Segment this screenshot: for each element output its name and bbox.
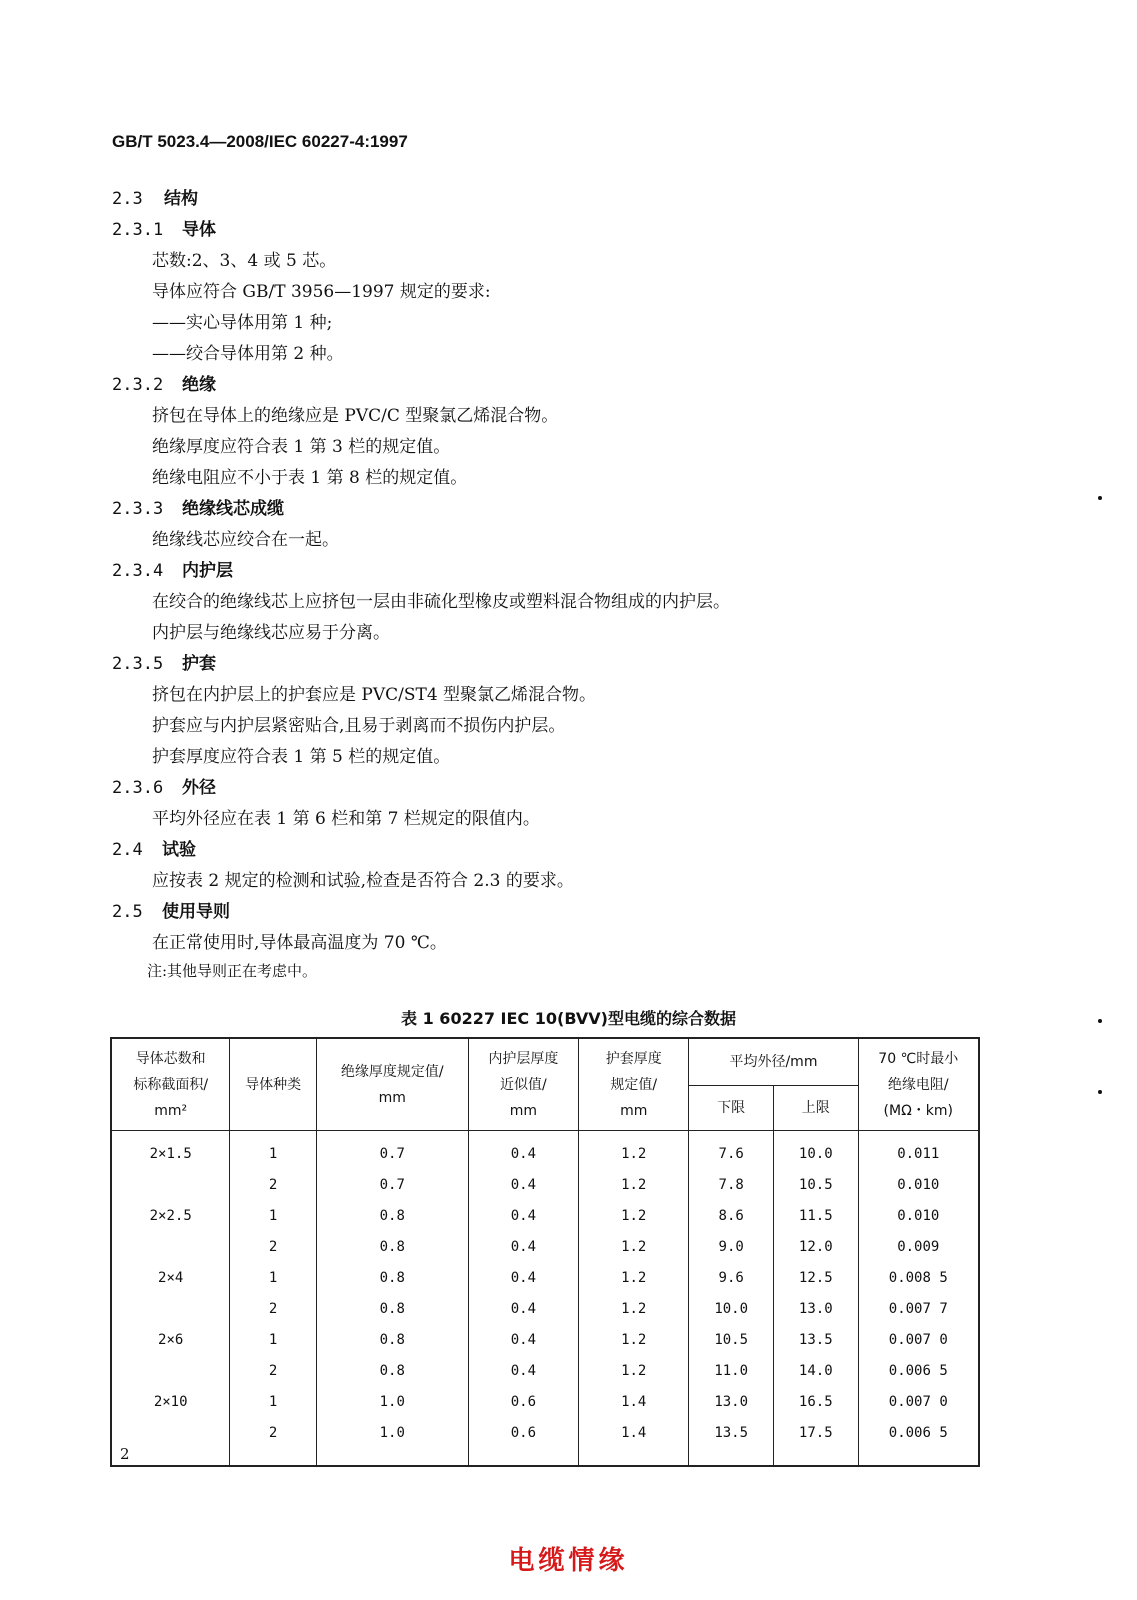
table-cell: 1.2 bbox=[579, 1324, 689, 1355]
table-cell: 0.010 bbox=[858, 1200, 979, 1231]
table-cell: 1.2 bbox=[579, 1200, 689, 1231]
section-title: 绝缘 bbox=[182, 375, 216, 395]
table-cell: 1.0 bbox=[316, 1417, 468, 1466]
table-cell: 10.0 bbox=[689, 1293, 774, 1324]
paragraph: 护套厚度应符合表 1 第 5 栏的规定值。 bbox=[152, 747, 451, 767]
header-line: 内护层厚度 bbox=[488, 1050, 559, 1067]
paragraph: 在绞合的绝缘线芯上应挤包一层由非硫化型橡皮或塑料混合物组成的内护层。 bbox=[152, 592, 730, 612]
table-cell: 1 bbox=[230, 1324, 316, 1355]
col-header-outer-diameter: 平均外径/mm bbox=[689, 1038, 858, 1086]
section-2-3-4-heading bbox=[112, 556, 233, 581]
table-cell bbox=[111, 1293, 230, 1324]
table-cell bbox=[111, 1231, 230, 1262]
table-cell: 1.2 bbox=[579, 1355, 689, 1386]
table-cell: 2 bbox=[230, 1355, 316, 1386]
table-cell: 0.6 bbox=[468, 1417, 578, 1466]
header-line: 导体芯数和 bbox=[135, 1050, 206, 1067]
table-cell: 2×6 bbox=[111, 1324, 230, 1355]
table-cell: 13.5 bbox=[689, 1417, 774, 1466]
col-header-conductor-class: 导体种类 bbox=[230, 1038, 316, 1131]
table-cell: 1.0 bbox=[316, 1386, 468, 1417]
table-cell: 0.4 bbox=[468, 1200, 578, 1231]
table-cell: 2 bbox=[230, 1169, 316, 1200]
list-item: ——绞合导体用第 2 种。 bbox=[152, 344, 344, 364]
table-cell: 0.4 bbox=[468, 1262, 578, 1293]
table-cell: 2 bbox=[230, 1231, 316, 1262]
section-2-3-1-heading bbox=[112, 215, 216, 240]
table-cell: 0.8 bbox=[316, 1324, 468, 1355]
table-cell: 1.4 bbox=[579, 1386, 689, 1417]
table-cell: 0.6 bbox=[468, 1386, 578, 1417]
table-cell: 9.0 bbox=[689, 1231, 774, 1262]
section-2-4-heading bbox=[112, 835, 196, 860]
table-cell: 1.4 bbox=[579, 1417, 689, 1466]
table-row bbox=[111, 1200, 979, 1231]
table-row bbox=[111, 1231, 979, 1262]
section-number: 2.4 bbox=[112, 840, 143, 860]
table-cell: 10.5 bbox=[773, 1169, 858, 1200]
table-cell: 0.4 bbox=[468, 1131, 578, 1170]
table-row bbox=[111, 1169, 979, 1200]
section-number: 2.5 bbox=[112, 902, 143, 922]
table-cell: 0.4 bbox=[468, 1293, 578, 1324]
section-2-3-2-heading bbox=[112, 370, 216, 395]
section-2-5-heading bbox=[112, 897, 230, 922]
header-line: mm² bbox=[154, 1102, 188, 1119]
section-number: 2.3.2 bbox=[112, 375, 164, 395]
section-2-3-6-heading bbox=[112, 773, 216, 798]
header-line: mm bbox=[509, 1102, 538, 1119]
table-cell: 1 bbox=[230, 1200, 316, 1231]
paragraph: 内护层与绝缘线芯应易于分离。 bbox=[152, 623, 390, 643]
table-cell: 16.5 bbox=[773, 1386, 858, 1417]
section-number: 2.3 bbox=[112, 189, 143, 209]
table-row bbox=[111, 1386, 979, 1417]
cable-data-table bbox=[110, 1037, 980, 1467]
table-cell: 8.6 bbox=[689, 1200, 774, 1231]
paragraph: 芯数:2、3、4 或 5 芯。 bbox=[152, 251, 337, 271]
table-cell: 2 bbox=[230, 1417, 316, 1466]
header-line: 绝缘厚度规定值/ bbox=[340, 1063, 444, 1080]
table-row bbox=[111, 1324, 979, 1355]
table-cell: 1.2 bbox=[579, 1169, 689, 1200]
paragraph: 导体应符合 GB/T 3956—1997 规定的要求: bbox=[152, 282, 491, 302]
table-cell bbox=[111, 1355, 230, 1386]
header-line: 70 ℃时最小 bbox=[878, 1050, 959, 1067]
scan-speck bbox=[1098, 1019, 1102, 1023]
table-caption: 表 1 60227 IEC 10(BVV)型电缆的综合数据 bbox=[401, 1009, 736, 1028]
header-line: 护套厚度 bbox=[605, 1050, 662, 1067]
paragraph: 绝缘电阻应不小于表 1 第 8 栏的规定值。 bbox=[152, 468, 468, 488]
table-cell: 0.008 5 bbox=[858, 1262, 979, 1293]
table-cell: 11.5 bbox=[773, 1200, 858, 1231]
header-line: 规定值/ bbox=[610, 1076, 658, 1093]
paragraph: 绝缘线芯应绞合在一起。 bbox=[152, 530, 339, 550]
header-line: mm bbox=[620, 1102, 648, 1119]
table-row bbox=[111, 1131, 979, 1170]
section-number: 2.3.6 bbox=[112, 778, 164, 798]
col-header-inner-covering bbox=[468, 1038, 578, 1131]
scan-speck bbox=[1098, 1090, 1102, 1094]
section-number: 2.3.4 bbox=[112, 561, 164, 581]
paragraph: 挤包在导体上的绝缘应是 PVC/C 型聚氯乙烯混合物。 bbox=[152, 406, 559, 426]
table-row bbox=[111, 1417, 979, 1466]
note: 注:其他导则正在考虑中。 bbox=[147, 962, 318, 980]
section-title: 护套 bbox=[182, 654, 216, 674]
section-title: 使用导则 bbox=[162, 902, 230, 922]
section-number: 2.3.5 bbox=[112, 654, 164, 674]
header-line: (MΩ・km) bbox=[883, 1102, 953, 1119]
table-cell: 11.0 bbox=[689, 1355, 774, 1386]
table-row bbox=[111, 1355, 979, 1386]
standard-code: GB/T 5023.4—2008/IEC 60227-4:1997 bbox=[112, 132, 408, 151]
section-title: 导体 bbox=[182, 220, 216, 240]
table-cell: 2×10 bbox=[111, 1386, 230, 1417]
scan-speck bbox=[1098, 496, 1102, 500]
table-cell: 2 bbox=[230, 1293, 316, 1324]
col-header-upper-limit: 上限 bbox=[773, 1086, 858, 1131]
paragraph: 挤包在内护层上的护套应是 PVC/ST4 型聚氯乙烯混合物。 bbox=[152, 685, 597, 705]
table-cell bbox=[111, 1169, 230, 1200]
table-cell: 0.007 0 bbox=[858, 1386, 979, 1417]
paragraph: 护套应与内护层紧密贴合,且易于剥离而不损伤内护层。 bbox=[152, 716, 566, 736]
table-row bbox=[111, 1293, 979, 1324]
paragraph: 应按表 2 规定的检测和试验,检查是否符合 2.3 的要求。 bbox=[152, 871, 574, 891]
section-2-3-3-heading bbox=[112, 494, 284, 519]
section-number: 2.3.3 bbox=[112, 499, 164, 519]
table-cell: 10.5 bbox=[689, 1324, 774, 1355]
header-line: 近似值/ bbox=[500, 1076, 547, 1093]
table-cell: 14.0 bbox=[773, 1355, 858, 1386]
section-title: 内护层 bbox=[182, 561, 233, 581]
section-2-3-heading bbox=[112, 184, 198, 209]
table-cell: 9.6 bbox=[689, 1262, 774, 1293]
table-cell: 12.5 bbox=[773, 1262, 858, 1293]
section-2-3-5-heading bbox=[112, 649, 216, 674]
table-cell: 17.5 bbox=[773, 1417, 858, 1466]
page-number: 2 bbox=[120, 1445, 130, 1463]
section-number: 2.3.1 bbox=[112, 220, 164, 240]
table-cell: 0.006 5 bbox=[858, 1355, 979, 1386]
table-cell: 0.7 bbox=[316, 1131, 468, 1170]
table-cell: 0.8 bbox=[316, 1293, 468, 1324]
table-cell: 1.2 bbox=[579, 1131, 689, 1170]
table-cell: 1 bbox=[230, 1386, 316, 1417]
section-title: 外径 bbox=[182, 778, 216, 798]
table-cell: 0.8 bbox=[316, 1355, 468, 1386]
table-cell: 13.0 bbox=[689, 1386, 774, 1417]
table-cell: 0.8 bbox=[316, 1200, 468, 1231]
table-cell: 0.4 bbox=[468, 1324, 578, 1355]
section-title: 绝缘线芯成缆 bbox=[182, 499, 284, 519]
col-header-insulation-resistance bbox=[858, 1038, 979, 1131]
table-cell: 0.7 bbox=[316, 1169, 468, 1200]
table-cell: 0.010 bbox=[858, 1169, 979, 1200]
table-cell: 0.4 bbox=[468, 1169, 578, 1200]
table-cell: 10.0 bbox=[773, 1131, 858, 1170]
table-cell: 1 bbox=[230, 1262, 316, 1293]
table-cell: 0.006 5 bbox=[858, 1417, 979, 1466]
table-cell: 1.2 bbox=[579, 1293, 689, 1324]
table-cell: 0.8 bbox=[316, 1231, 468, 1262]
table-cell: 0.007 7 bbox=[858, 1293, 979, 1324]
header-line: 绝缘电阻/ bbox=[887, 1076, 949, 1093]
table-cell: 2×2.5 bbox=[111, 1200, 230, 1231]
table-cell: 1.2 bbox=[579, 1231, 689, 1262]
col-header-lower-limit: 下限 bbox=[689, 1086, 774, 1131]
paragraph: 在正常使用时,导体最高温度为 70 ℃。 bbox=[152, 933, 447, 953]
table-cell: 13.0 bbox=[773, 1293, 858, 1324]
paragraph: 平均外径应在表 1 第 6 栏和第 7 栏规定的限值内。 bbox=[152, 809, 540, 829]
table-cell: 0.007 0 bbox=[858, 1324, 979, 1355]
table-cell: 1 bbox=[230, 1131, 316, 1170]
header-line: mm bbox=[378, 1089, 406, 1106]
table-cell: 13.5 bbox=[773, 1324, 858, 1355]
table-cell: 0.009 bbox=[858, 1231, 979, 1262]
section-title: 试验 bbox=[162, 840, 196, 860]
col-header-sheath bbox=[579, 1038, 689, 1131]
table-cell: 12.0 bbox=[773, 1231, 858, 1262]
section-title: 结构 bbox=[164, 189, 198, 209]
table-cell: 0.011 bbox=[858, 1131, 979, 1170]
paragraph: 绝缘厚度应符合表 1 第 3 栏的规定值。 bbox=[152, 437, 451, 457]
col-header-cores bbox=[111, 1038, 230, 1131]
table-row bbox=[111, 1262, 979, 1293]
table-cell: 2×4 bbox=[111, 1262, 230, 1293]
list-item: ——实心导体用第 1 种; bbox=[152, 313, 333, 333]
table-cell: 1.2 bbox=[579, 1262, 689, 1293]
watermark: 电缆情缘 bbox=[508, 1546, 629, 1576]
col-header-insulation bbox=[316, 1038, 468, 1131]
table-cell: 0.8 bbox=[316, 1262, 468, 1293]
table-cell: 0.4 bbox=[468, 1231, 578, 1262]
table-cell: 7.8 bbox=[689, 1169, 774, 1200]
table-cell: 7.6 bbox=[689, 1131, 774, 1170]
table-cell: 0.4 bbox=[468, 1355, 578, 1386]
table-cell: 2×1.5 bbox=[111, 1131, 230, 1170]
header-line: 标称截面积/ bbox=[133, 1076, 209, 1093]
